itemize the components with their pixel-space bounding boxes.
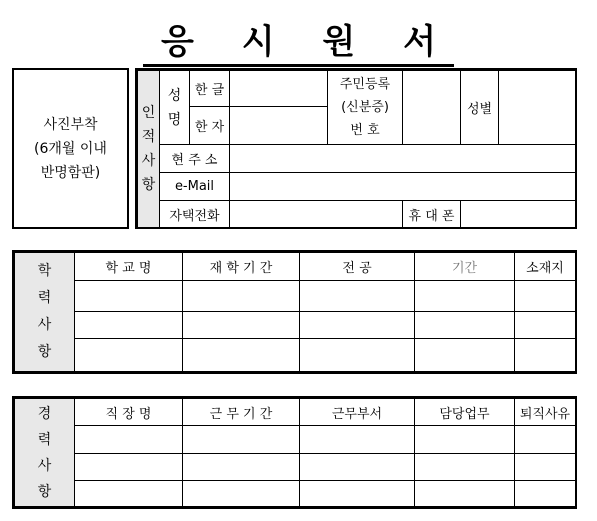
rrn-label: 주민등록 (신분증) 번 호 — [328, 71, 403, 145]
table-cell[interactable] — [183, 454, 300, 481]
table-cell[interactable] — [300, 312, 415, 339]
table-cell[interactable] — [75, 281, 183, 312]
location-header: 소재지 — [515, 253, 576, 281]
table-cell[interactable] — [75, 339, 183, 372]
education-table — [12, 250, 577, 374]
period-header: 기간 — [415, 253, 515, 281]
table-cell[interactable] — [183, 426, 300, 454]
table-cell[interactable] — [300, 281, 415, 312]
photo-label: 사진부착 — [43, 116, 98, 133]
table-cell[interactable] — [183, 312, 300, 339]
email-label: e-Mail — [160, 173, 230, 201]
table-cell[interactable] — [183, 481, 300, 507]
gender-field[interactable] — [499, 71, 576, 145]
home-phone-field[interactable] — [230, 201, 403, 228]
mobile-field[interactable] — [461, 201, 576, 228]
table-cell[interactable] — [300, 481, 415, 507]
duties-header: 담당업무 — [415, 399, 515, 426]
hangul-label: 한 글 — [190, 71, 230, 107]
photo-size: 반명함판) — [40, 164, 101, 181]
email-field[interactable] — [230, 173, 576, 201]
table-cell[interactable] — [75, 454, 183, 481]
table-cell[interactable] — [300, 426, 415, 454]
photo-note: (6개월 이내 — [34, 140, 107, 157]
table-cell[interactable] — [415, 281, 515, 312]
table-cell[interactable] — [300, 454, 415, 481]
table-cell[interactable] — [183, 281, 300, 312]
table-cell[interactable] — [515, 481, 576, 507]
rrn-field[interactable] — [403, 71, 461, 145]
mobile-label: 휴 대 폰 — [403, 201, 461, 228]
table-cell[interactable] — [300, 339, 415, 372]
education-section-label: 학 력 사 항 — [15, 253, 75, 372]
table-cell[interactable] — [415, 454, 515, 481]
table-cell[interactable] — [415, 426, 515, 454]
table-cell[interactable] — [415, 312, 515, 339]
career-table — [12, 396, 577, 509]
table-cell[interactable] — [515, 281, 576, 312]
photo-box — [12, 68, 129, 229]
company-name-header: 직 장 명 — [75, 399, 183, 426]
career-section-label: 경 력 사 항 — [15, 399, 75, 507]
address-field[interactable] — [230, 145, 576, 173]
table-cell[interactable] — [183, 339, 300, 372]
table-cell[interactable] — [415, 339, 515, 372]
address-label: 현 주 소 — [160, 145, 230, 173]
table-cell[interactable] — [75, 312, 183, 339]
table-cell[interactable] — [515, 426, 576, 454]
table-cell[interactable] — [75, 481, 183, 507]
work-period-header: 근 무 기 간 — [183, 399, 300, 426]
table-cell[interactable] — [515, 312, 576, 339]
hanja-label: 한 자 — [190, 107, 230, 145]
gender-label: 성별 — [461, 71, 499, 145]
hangul-field[interactable] — [230, 71, 328, 107]
table-cell[interactable] — [75, 426, 183, 454]
home-phone-label: 자택전화 — [160, 201, 230, 228]
enrollment-period-header: 재 학 기 간 — [183, 253, 300, 281]
major-header: 전 공 — [300, 253, 415, 281]
name-label: 성 명 — [160, 71, 190, 145]
resignation-reason-header: 퇴직사유 — [515, 399, 576, 426]
page-title: 응 시 원 서 — [0, 14, 597, 63]
hanja-field[interactable] — [230, 107, 328, 145]
personal-section-label: 인 적 사 항 — [138, 71, 160, 228]
school-name-header: 학 교 명 — [75, 253, 183, 281]
table-cell[interactable] — [515, 454, 576, 481]
department-header: 근무부서 — [300, 399, 415, 426]
table-cell[interactable] — [415, 481, 515, 507]
personal-info-table — [135, 68, 577, 229]
table-cell[interactable] — [515, 339, 576, 372]
